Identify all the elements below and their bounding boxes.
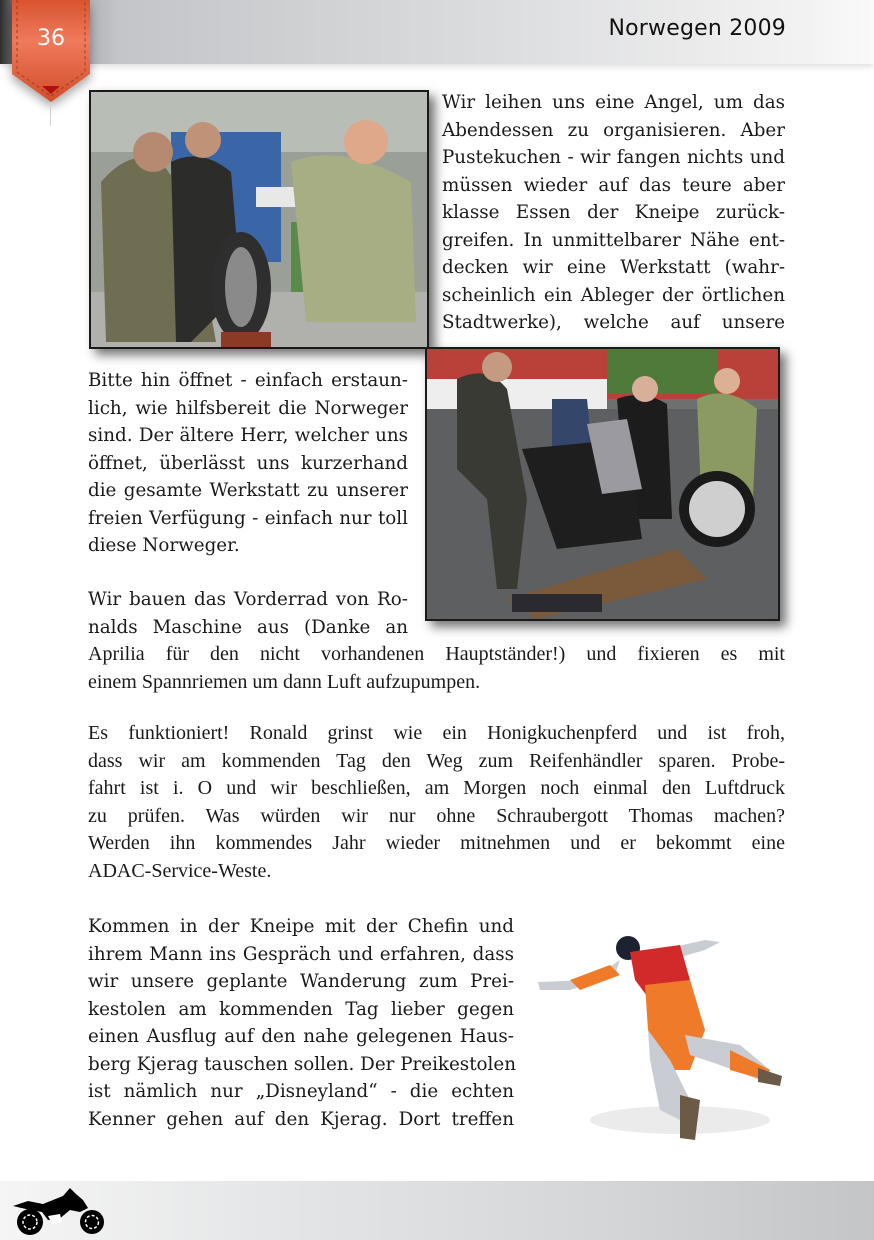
paragraph-2 — [88, 367, 408, 560]
text-line: diese Norweger. — [88, 535, 240, 556]
text-line: öffnet, überlässt uns kurzerhand — [88, 452, 408, 474]
paragraph-3 — [88, 586, 408, 641]
text-line: fahrt ist i. O und wir beschließen, am Morgen noch einmal den Luftdruck — [88, 777, 785, 799]
motorcycle-photo — [425, 347, 780, 621]
text-line: Werden ihn kommendes Jahr wieder mitnehmen und er bekommt eine — [88, 832, 785, 854]
text-line: Bitte hin öffnet - einfach erstaun- — [88, 370, 408, 391]
text-line: kestolen am kommenden Tag lieber gegen — [88, 998, 514, 1020]
workshop-photo — [89, 90, 429, 349]
paragraph-4 — [88, 720, 785, 885]
paragraph-1 — [442, 89, 785, 337]
text-line: einem Spannriemen um dann Luft aufzupumpen. — [88, 670, 481, 693]
text-line: sind. Der ältere Herr, welcher uns — [88, 425, 408, 446]
text-line: Stadtwerke), welche auf unsere — [442, 312, 785, 333]
skydiver-photo — [530, 920, 800, 1150]
text-line: nalds Maschine aus (Danke an — [88, 616, 408, 638]
page-number-ribbon — [12, 0, 90, 104]
text-line: ist nämlich nur „Disneyland“ - die echten — [88, 1081, 514, 1102]
text-line: ADAC-Service-Weste. — [88, 859, 272, 882]
page-number: 36 — [37, 26, 65, 51]
footer-bar — [0, 1181, 874, 1240]
text-line: Aprilia für den nicht vorhandenen Hauptständer!) und fixieren es mit — [88, 643, 785, 665]
text-line: wir unsere geplante Wanderung zum Prei- — [88, 971, 514, 992]
text-line: die gesamte Werkstatt zu unserer — [88, 480, 408, 501]
text-line: scheinlich ein Ableger der örtlichen — [442, 284, 785, 306]
text-line: Wir leihen uns eine Angel, um das — [442, 92, 785, 113]
text-line: ihrem Mann ins Gespräch und erfahren, dass — [88, 943, 514, 965]
motorcycle-icon — [8, 1186, 108, 1236]
paragraph-3-continued — [88, 641, 785, 696]
text-line: berg Kjerag tauschen sollen. Der Preikestolen — [88, 1053, 516, 1075]
text-line: greifen. In unmittelbarer Nähe ent- — [442, 229, 785, 251]
text-line: Abendessen zu organisieren. Aber — [442, 119, 785, 141]
text-line: lich, wie hilfsbereit die Norweger — [88, 397, 408, 419]
text-line: Wir bauen das Vorderrad von Ro- — [88, 589, 408, 610]
text-line: klasse Essen der Kneipe zurück- — [442, 202, 785, 223]
header-title: Norwegen 2009 — [608, 16, 786, 41]
text-line: dass wir am kommenden Tag den Weg zum Reifenhändler sparen. Probe- — [88, 749, 785, 772]
text-line: decken wir eine Werkstatt (wahr- — [442, 257, 785, 278]
ribbon-string — [50, 102, 51, 126]
text-line: Kenner gehen auf den Kjerag. Dort treffen — [88, 1108, 514, 1130]
text-line: freien Verfügung - einfach nur toll — [88, 507, 408, 529]
text-line: Pustekuchen - wir fangen nichts und — [442, 147, 785, 168]
text-line: Es funktioniert! Ronald grinst wie ein Honigkuchenpferd und ist froh, — [88, 722, 785, 744]
text-line: müssen wieder auf das teure aber — [442, 174, 785, 196]
text-line: zu prüfen. Was würden wir nur ohne Schraubergott Thomas machen? — [88, 804, 785, 827]
text-line: einen Ausflug auf den nahe gelegenen Haus- — [88, 1026, 514, 1047]
text-line: Kommen in der Kneipe mit der Chefin und — [88, 916, 514, 937]
paragraph-5 — [88, 913, 514, 1133]
